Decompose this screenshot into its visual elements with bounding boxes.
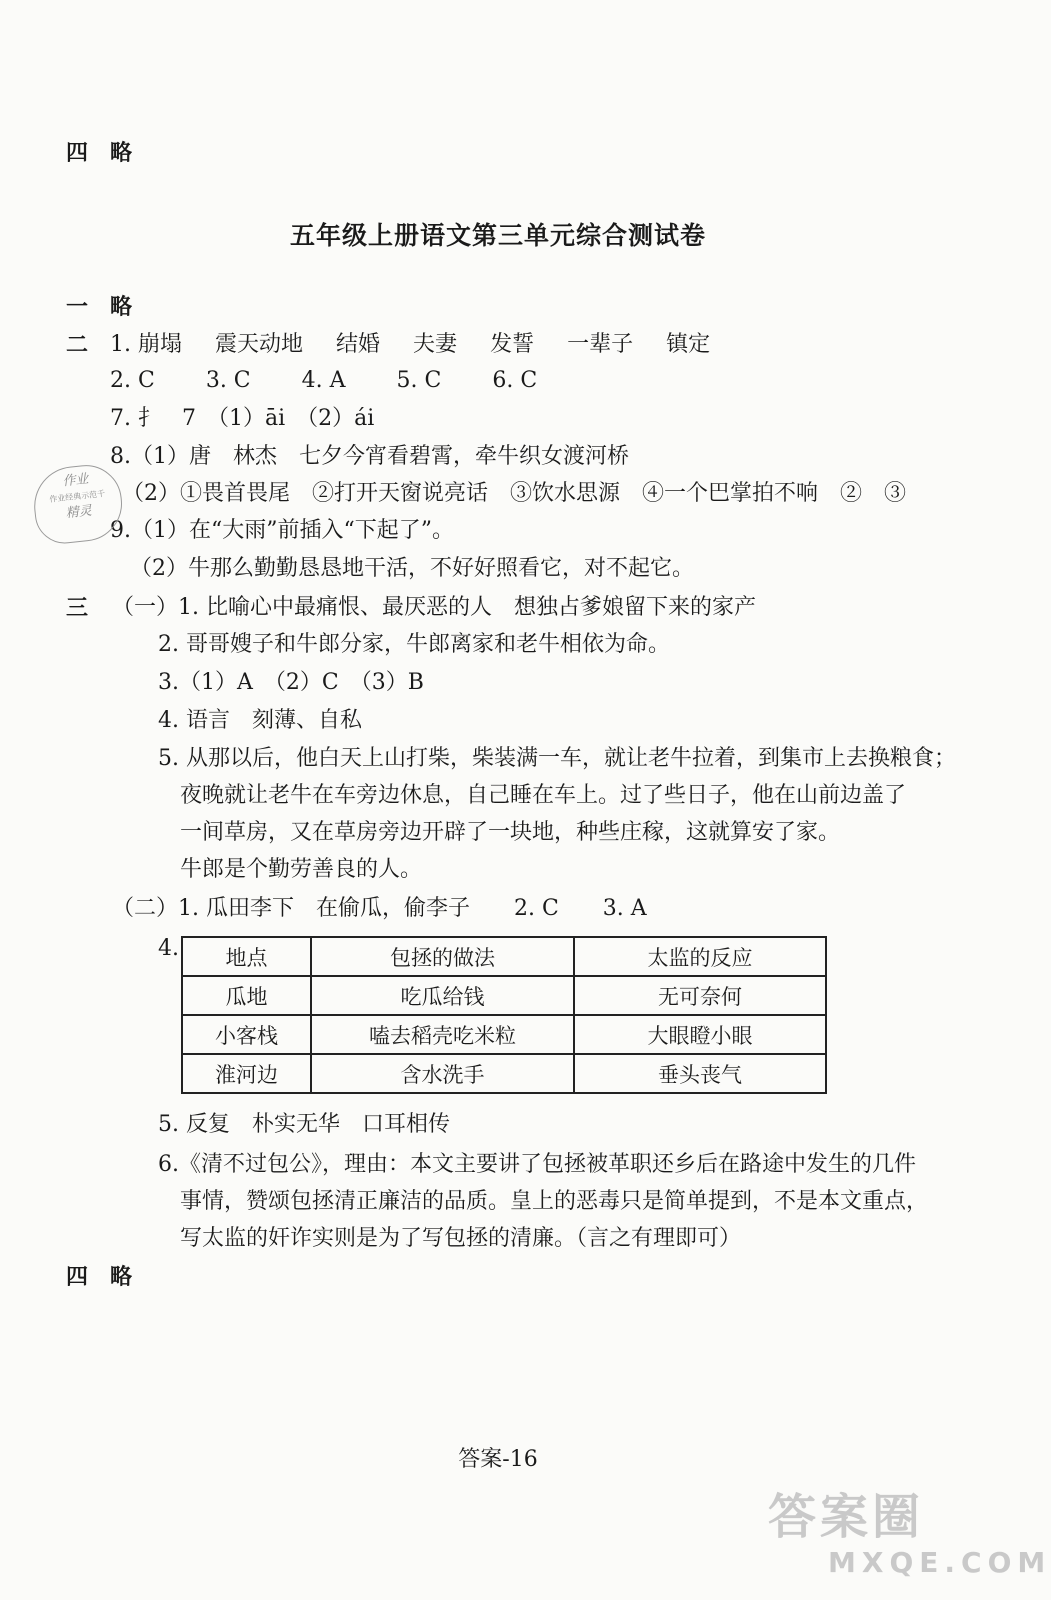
p1-q5-line: 牛郎是个勤劳善良的人。 (180, 857, 423, 882)
p1-q2-line: 2. 哥哥嫂子和牛郎分家，牛郎离家和老牛相依为命。 (158, 632, 670, 657)
q1-word: 震天动地 (215, 332, 304, 357)
q1-word: 夫妻 (413, 332, 458, 357)
q1-word: 发誓 (490, 332, 535, 357)
table-cell: 垂头丧气 (574, 1054, 826, 1093)
table-row (182, 1015, 826, 1054)
q1-word: 镇定 (666, 332, 711, 357)
p1-q4-line: 4. 语言 刻薄、自私 (158, 708, 362, 733)
watermark-logo (768, 1488, 1051, 1592)
section-one: 一 略 (66, 294, 133, 320)
p2-q6-line: 6.《清不过包公》，理由：本文主要讲了包拯被革职还乡后在路途中发生的几件 (158, 1152, 916, 1177)
table-cell: 大眼瞪小眼 (574, 1015, 826, 1054)
table-header-cell: 地点 (182, 937, 311, 976)
table-cell: 淮河边 (182, 1054, 311, 1093)
table-header-cell: 包拯的做法 (311, 937, 574, 976)
q9-1-line: 9.（1）在“大雨”前插入“下起了”。 (110, 518, 454, 543)
p2-q4-label: 4. (158, 936, 179, 961)
q8-1-line: 8.（1）唐 林杰 七夕今宵看碧霄，牵牛织女渡河桥 (110, 444, 629, 469)
mc-answer: 2. C (110, 368, 155, 393)
table-cell: 嗑去稻壳吃米粒 (311, 1015, 574, 1054)
p2-q6-line: 事情，赞颂包拯清正廉洁的品质。皇上的恶毒只是简单提到，不是本文重点， (180, 1189, 929, 1214)
p1-q3-line: 3.（1）A （2）C （3）B (158, 670, 424, 695)
section-four-top: 四 略 (66, 140, 133, 166)
page-number: 答案-16 (458, 1447, 538, 1472)
p1-q5-line: 5. 从那以后，他白天上山打柴，柴装满一车，就让老牛拉着，到集市上去换粮食； (158, 746, 956, 771)
mc-answer: 6. C (492, 368, 538, 393)
section-four-bottom: 四 略 (66, 1264, 133, 1290)
stamp-text: 作业 (61, 471, 90, 490)
q1-word: 一辈子 (567, 332, 634, 357)
p1-q5-line: 一间草房，又在草房旁边开辟了一块地，种些庄稼，这就算安了家。 (180, 820, 841, 845)
p2-q6-line: 写太监的奸诈实则是为了写包拯的清廉。（言之有理即可） (180, 1226, 742, 1251)
mc-answer: 3. C (205, 368, 251, 393)
q1-prefix: 1. (110, 332, 131, 357)
q8-2-line: （2）①畏首畏尾 ②打开天窗说亮话 ③饮水思源 ④一个巴掌拍不响 ② ③ (122, 481, 906, 506)
table-row (182, 976, 826, 1015)
p1-q1-line: （一）1. 比喻心中最痛恨、最厌恶的人 想独占爹娘留下来的家产 (112, 595, 756, 620)
watermark-text: 答案圈 (768, 1489, 925, 1545)
stamp-text: 精灵 (65, 503, 93, 522)
table-header-cell: 太监的反应 (574, 937, 826, 976)
table-cell: 吃瓜给钱 (311, 976, 574, 1015)
table-cell: 含水洗手 (311, 1054, 574, 1093)
table-header-row (182, 937, 826, 976)
table-cell: 无可奈何 (574, 976, 826, 1015)
page-title: 五年级上册语文第三单元综合测试卷 (289, 221, 706, 250)
table-row (182, 1054, 826, 1093)
answer-table (181, 936, 827, 1094)
p1-q5-line: 夜晚就让老牛在车旁边休息，自己睡在车上。过了些日子，他在山前边盖了 (180, 783, 907, 808)
q2-6-line (110, 366, 537, 396)
mc-answer: 5. C (396, 368, 442, 393)
table-cell: 小客栈 (182, 1015, 311, 1054)
stamp-text: 作业经典示范千 (48, 489, 106, 504)
section-two-label: 二 (66, 332, 89, 358)
p2-q1-line: （二）1. 瓜田李下 在偷瓜，偷李子 2. C 3. A (112, 896, 647, 921)
q7-line: 7. 扌 7 （1）āi （2）ái (110, 406, 375, 431)
table-cell: 瓜地 (182, 976, 311, 1015)
p2-q5-line: 5. 反复 朴实无华 口耳相传 (158, 1112, 450, 1137)
q9-2-line: （2）牛那么勤勤恳恳地干活，不好好照看它，对不起它。 (130, 556, 694, 581)
q1-word: 结婚 (336, 332, 381, 357)
section-three-label: 三 (66, 595, 89, 621)
watermark-url: MXQE.COM (828, 1546, 1051, 1579)
mc-answer: 4. A (301, 368, 346, 393)
q1-line (110, 330, 710, 360)
q1-word: 崩塌 (138, 332, 183, 357)
